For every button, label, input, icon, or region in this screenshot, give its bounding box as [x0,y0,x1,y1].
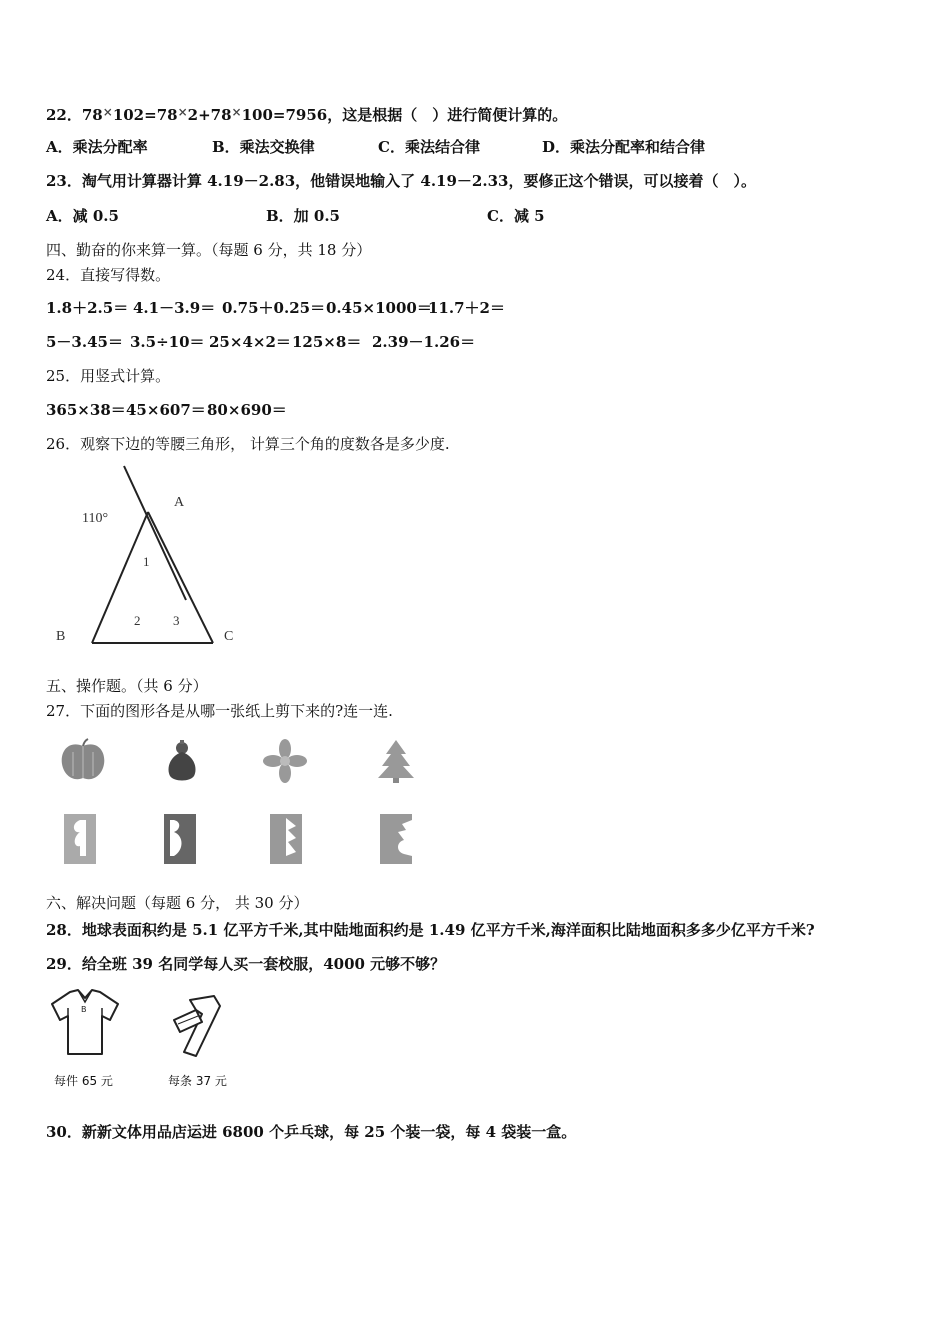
tree-shape-icon [376,738,416,784]
option-b[interactable]: B．乘法交换律 [212,138,315,156]
question-29: 29．给全班 39 名同学每人买一套校服，4000 元够不够？ [46,955,446,973]
apple-shape-icon [58,738,108,784]
times-symbol: × [177,105,188,119]
question-27: 27．下面的图形各是从哪一张纸上剪下来的?连一连. [46,702,393,720]
section-5-heading: 五、操作题。（共 6 分） [46,677,208,695]
question-23: 23．淘气用计算器计算 4.19－2.83，他错误地输入了 4.19－2.33，要修正这个错误，可以接着（ ）。 [46,172,756,190]
pants-price-label: 每条 37 元 [168,1074,227,1088]
section-4-heading: 四、勤奋的你来算一算。（每题 6 分，共 18 分） [46,241,372,259]
gourd-shape-icon [162,738,202,784]
calc-item: 0.75＋0.25＝ [222,299,326,317]
isosceles-triangle-figure [46,460,256,660]
side-ac [148,512,213,643]
question-text: ，这是根据（ ）进行简便计算的。 [327,106,568,124]
option-a[interactable]: A．乘法分配率 [46,138,148,156]
times-symbol: × [231,105,242,119]
vertex-b-label: B [56,629,66,644]
calc-item: 5－3.45＝ [46,333,123,351]
extended-side-line [124,466,186,600]
calc-item: 25×4×2＝ [209,333,291,351]
angle-2-label: 2 [134,613,141,628]
shirt-price-label: 每件 65 元 [54,1074,113,1088]
paper-sheet-2-icon [160,812,200,866]
paper-sheet-1-icon [60,812,100,866]
calc-item: 365×38＝ [46,401,126,419]
calc-item: 125×8＝ [292,333,362,351]
expr-part: 102=78 [112,106,178,124]
calc-item: 11.7＋2＝ [428,299,505,317]
flower-shape-icon [262,738,308,784]
calc-item: 1.8＋2.5＝ [46,299,129,317]
question-26: 26．观察下边的等腰三角形， 计算三个角的度数各是多少度. [46,435,450,453]
question-25: 25．用竖式计算。 [46,367,171,385]
expr-part: 2+78 [187,106,232,124]
angle-label-110: 110° [82,511,109,526]
calc-item: 3.5÷10＝ [130,333,205,351]
paper-sheet-3-icon [266,812,306,866]
expr-part: 78 [81,106,103,124]
question-number: 22． [46,106,82,124]
times-symbol: × [102,105,113,119]
angle-3-label: 3 [173,613,180,628]
vertex-c-label: C [224,629,234,644]
pants-icon [166,994,226,1060]
vertex-a-label: A [174,495,185,510]
calc-item: 2.39－1.26＝ [372,333,476,351]
option-a[interactable]: A．减 0.5 [46,207,119,225]
calc-item: 4.1－3.9＝ [133,299,216,317]
section-6-heading: 六、解决问题（每题 6 分， 共 30 分） [46,894,309,912]
expr-part: 100=7956 [241,106,328,124]
option-d[interactable]: D．乘法分配率和结合律 [542,138,706,156]
question-24: 24．直接写得数。 [46,266,171,284]
calc-item: 0.45×1000＝ [326,299,432,317]
option-c[interactable]: C．减 5 [487,207,545,225]
calc-item: 80×690＝ [207,401,287,419]
option-b[interactable]: B．加 0.5 [266,207,340,225]
question-22 [46,102,567,125]
calc-item: 45×607＝ [126,401,206,419]
question-28: 28．地球表面积约是 5.1 亿平方千米,其中陆地面积约是 1.49 亿平方千米,海洋面积比陆地面积多多少亿平方千米? [46,921,815,939]
svg-text:B: B [81,1005,87,1014]
paper-sheet-4-icon [376,812,416,866]
shirt-icon [48,988,122,1058]
angle-1-label: 1 [143,554,150,569]
question-30: 30．新新文体用品店运进 6800 个乒乓球，每 25 个装一袋，每 4 袋装一盒。 [46,1123,577,1141]
option-c[interactable]: C．乘法结合律 [378,138,480,156]
